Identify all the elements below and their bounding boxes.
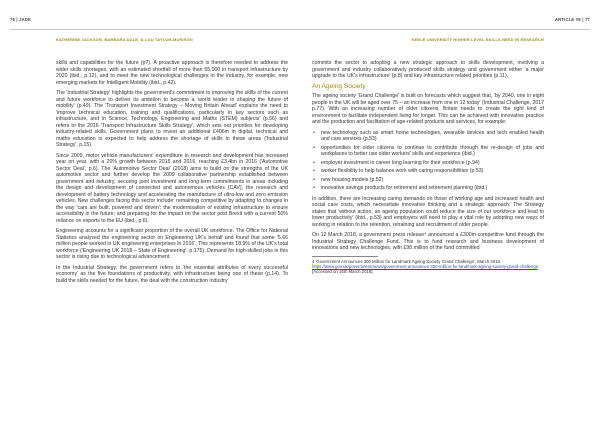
paragraph: commits the sector to adopting a new strategic approach to skills development, involving a government and industry collaboratively produced skills strategy and government either 'a major upgrade to the UK's infrastructure' (p.8) and key infrastructure related priorities (p.11). bbox=[312, 60, 544, 79]
list-item: • innovative savings products for retirement and retirement planning (ibid.) bbox=[321, 185, 544, 192]
list-item: • employer investment in career long learning for their workforce (p.94) bbox=[321, 160, 544, 167]
page-header-left: 76 | JADE bbox=[10, 17, 32, 22]
left-column bbox=[56, 60, 288, 288]
page-header-right: ARTICLE #9 | 77 bbox=[554, 17, 590, 22]
running-head-authors: KATHERINE JACKSON, BARBARA DALE, & LOU TAYLOR-MURISON bbox=[56, 37, 193, 42]
footnote-text: 4 'Government Announces 300 Million for Landmark Ageing Society Grand Challenge', March 2018. bbox=[312, 258, 502, 264]
paragraph: skills and capabilities for the future (p7). A proactive approach is therefore needed to address the wider skills shortages, with an estimated shortfall of more than 55,000 in transport infrastructure by 2020 (ibid., p.12), and to meet the new technological challenges in the industry, for example, new emerging markets for Intelligent Mobility (ibid., p.42). bbox=[56, 60, 288, 86]
footnote-accessed: [Accessed on 16th March 2018]. bbox=[312, 269, 374, 275]
paragraph: In addition, there are increasing caring demands on those of working age and increased health and social care costs, which necessitate innovative thinking and a strategic approach. The Strategy states that 'without action, an ageing population could reduce the size of our workforce and lead to lower productivity' (ibid., p.53) and employers will need to play a vital role by adopting new ways of working in relation to the retention, retraining and recruitment of older people. bbox=[312, 195, 544, 228]
footnote bbox=[312, 259, 544, 275]
paragraph: Since 2009, motor vehicle manufacturers' expenditure in research and development has increased year on year, with a 20% growth between 2015 and 2016, reaching £3.4bn in 2016 ('Automotive Sector Deal', p.6). The 'Automotive Sector Deal' (2018) aims to build on the strengths of the UK automotive sector and further develop the 2009 collaborative partnership established between government and industry, securing joint investment and long-term commitments in areas including the design and development of connected and autonomous vehicles (CAV), the research and development of battery technology and accelerating the manufacture of ultra-low and zero emission vehicles. New challenges facing this sector include: remaining competitive by adapting to changes in the way 'cars are built, powered and driven'; the modernisation of existing infrastructure to ensure accessibility in the future; and preparing for the impact on the sector post Brexit with a current 50% reliance on exports to the EU (ibid., p.6). bbox=[56, 152, 288, 224]
paragraph: In the Industrial Strategy, the government refers to 'the essential attributes of every successful economy' as the five foundations of productivity, with infrastructure being one of these (p.14). To build the skills needed for the future, the deal with the construction industry bbox=[56, 264, 288, 284]
list-item: • new technology such as smart home technologies, wearable devices and tech enabled health and care services (p.53) bbox=[321, 130, 544, 143]
right-column bbox=[312, 60, 544, 275]
paragraph: The 'Industrial Strategy' highlights the government's commitment to improving the skills of the current and future workforce to deliver its ambition to become a 'world leader in shaping the future of mobility' (p.49). The 'Transport Investment Strategy – Moving Britain Ahead' explains the need to 'improve technical education, training and qualifications, particularly in key sectors such as infrastructure, and in Science, Technology, Engineering and Maths (STEM) subjects' (p.66) and refers to the 2016 'Transport Infrastructure Skills Strategy', which sets out priorities for developing industry-related skills. Government plans to invest an additional £406m in digital, technical and maths education is expected to help address the shortage of skills in these areas ('Industrial Strategy', p.15). bbox=[56, 90, 288, 148]
list-item: • opportunities for older citizens to continue to contribute through the re-design of jobs and workplaces to better use older workers' skills and experience (ibid.) bbox=[321, 145, 544, 158]
footnote-link[interactable]: https://www.gov.uk/government/news/government-announces-300-million-for-landmark-ageing-society-grand-challenge bbox=[312, 263, 539, 269]
running-head-title: KEELE UNIVERSITY HIGHER LEVEL SKILLS NEED IN RESEARCH bbox=[411, 37, 544, 42]
bullet-list bbox=[312, 130, 544, 192]
list-item: • worker flexibility to help balance work with caring responsibilities (p.53) bbox=[321, 168, 544, 175]
paragraph: The ageing society 'Grand Challenge' is built on forecasts which suggest that, 'by 2040, one in eight people in the UK will be aged over 75 – an increase from one in 12 today' (Industrial Challenge, 2017 p.77). With an increasing number of older citizens, Britain needs to create the right kind of environment to facilitate independent living for longer. This can be achieved with innovative practice and the production and facilitation of age-related products and services, for example: bbox=[312, 93, 544, 125]
header-rule bbox=[10, 29, 590, 30]
footnote-rule bbox=[312, 256, 378, 257]
list-item: • new housing models (p.52) bbox=[321, 177, 544, 184]
paragraph: Engineering accounts for a significant proportion of the overall UK workforce. The Office for National Statistics analysed the engineering sector on Engineering UK's behalf and found that some '5.66 million people worked in UK engineering enterprises in 2016'. This represents 18.9% of the UK's total workforce ('Engineering UK 2018 – State of Engineering', p.175). Demand for high-skilled jobs in this sector is rising due to technological advancement. bbox=[56, 228, 288, 260]
paragraph: On 12 March 2018, a government press release⁴ announced a £300m competitive fund through the Industrial Strategy Challenge Fund. This is to fund research and business development of innovations and new technologies, with £98 million of the fund committed bbox=[312, 232, 544, 251]
section-heading: An Ageing Society bbox=[312, 82, 366, 90]
